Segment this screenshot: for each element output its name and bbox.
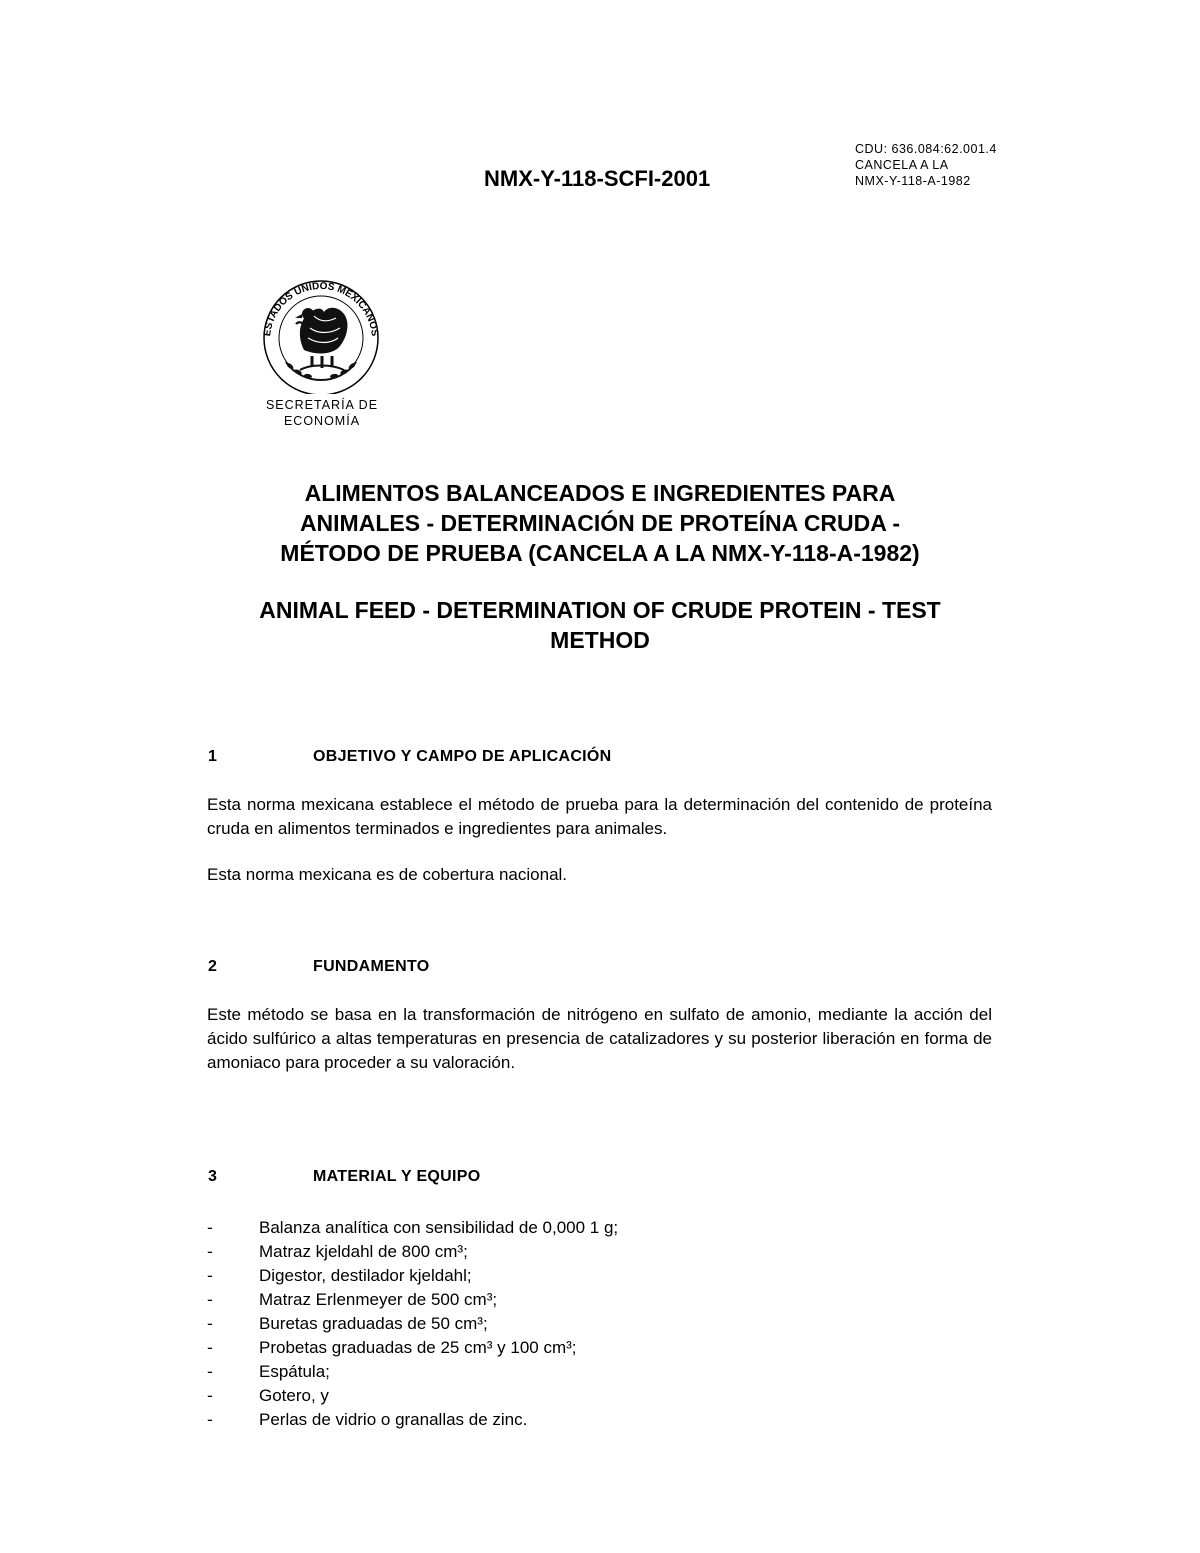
ministry-caption-line: ECONOMÍA <box>283 414 361 428</box>
section-paragraph: Este método se basa en la transformación de nitrógeno en sulfato de amonio, mediante la acción del ácido sulfúrico a altas temperaturas en presencia de catalizadores y su posterior liberación en forma de amoniaco para proceder a su valoración. <box>207 1005 992 1072</box>
list-item-text: Balanza analítica con sensibilidad de 0,000 1 g; <box>259 1218 619 1237</box>
english-title-line: METHOD <box>550 627 650 653</box>
list-item <box>207 1240 992 1264</box>
spanish-title-line: MÉTODO DE PRUEBA (CANCELA A LA NMX-Y-118-A-1982) <box>280 540 920 566</box>
list-marker: - <box>207 1314 213 1333</box>
english-title-line: ANIMAL FEED - DETERMINATION OF CRUDE PROTEIN - TEST <box>259 597 941 623</box>
list-marker: - <box>207 1242 213 1261</box>
section-heading: MATERIAL Y EQUIPO <box>313 1168 481 1185</box>
section-number: 2 <box>208 958 217 975</box>
list-item <box>207 1336 992 1360</box>
list-item-text: Buretas graduadas de 50 cm³; <box>259 1314 488 1333</box>
list-marker: - <box>207 1410 213 1429</box>
document-code: NMX-Y-118-SCFI-2001 <box>484 166 711 191</box>
section-number: 3 <box>208 1168 217 1185</box>
spanish-title-line: ANIMALES - DETERMINACIÓN DE PROTEÍNA CRUDA - <box>299 510 901 536</box>
list-item-text: Gotero, y <box>259 1386 329 1405</box>
list-marker: - <box>207 1266 213 1285</box>
list-item <box>207 1288 992 1312</box>
list-item-text: Matraz kjeldahl de 800 cm³; <box>259 1242 468 1261</box>
coat-of-arms-seal-icon <box>256 272 386 394</box>
list-item <box>207 1216 992 1240</box>
cdu-line: CDU: 636.084:62.001.4 <box>855 142 997 156</box>
ministry-caption <box>247 397 397 429</box>
spanish-title <box>200 478 1000 568</box>
list-item <box>207 1384 992 1408</box>
list-item <box>207 1360 992 1384</box>
list-item-text: Matraz Erlenmeyer de 500 cm³; <box>259 1290 498 1309</box>
list-marker: - <box>207 1218 213 1237</box>
list-marker: - <box>207 1362 213 1381</box>
cdu-line: CANCELA A LA <box>855 158 949 172</box>
list-item <box>207 1408 992 1432</box>
section-paragraph: Esta norma mexicana es de cobertura nacional. <box>207 865 568 884</box>
spanish-title-line: ALIMENTOS BALANCEADOS E INGREDIENTES PARA <box>304 480 896 506</box>
section-paragraph: Esta norma mexicana establece el método de prueba para la determinación del contenido de proteína cruda en alimentos terminados e ingredientes para animales. <box>207 795 992 838</box>
cdu-block <box>855 141 997 189</box>
list-item-text: Probetas graduadas de 25 cm³ y 100 cm³; <box>259 1338 577 1357</box>
list-item <box>207 1264 992 1288</box>
english-title <box>200 595 1000 655</box>
section-number: 1 <box>208 748 217 765</box>
list-marker: - <box>207 1290 213 1309</box>
list-item <box>207 1312 992 1336</box>
seal-ring-text: ESTADOS UNIDOS MEXICANOS <box>262 280 380 337</box>
equipment-list <box>207 1216 992 1432</box>
list-item-text: Digestor, destilador kjeldahl; <box>259 1266 472 1285</box>
section-heading: OBJETIVO Y CAMPO DE APLICACIÓN <box>313 748 612 765</box>
section-heading: FUNDAMENTO <box>313 958 430 975</box>
ministry-caption-line: SECRETARÍA DE <box>265 398 379 412</box>
cdu-line: NMX-Y-118-A-1982 <box>855 174 971 188</box>
list-marker: - <box>207 1386 213 1405</box>
list-marker: - <box>207 1338 213 1357</box>
list-item-text: Perlas de vidrio o granallas de zinc. <box>259 1410 528 1429</box>
list-item-text: Espátula; <box>259 1362 330 1381</box>
